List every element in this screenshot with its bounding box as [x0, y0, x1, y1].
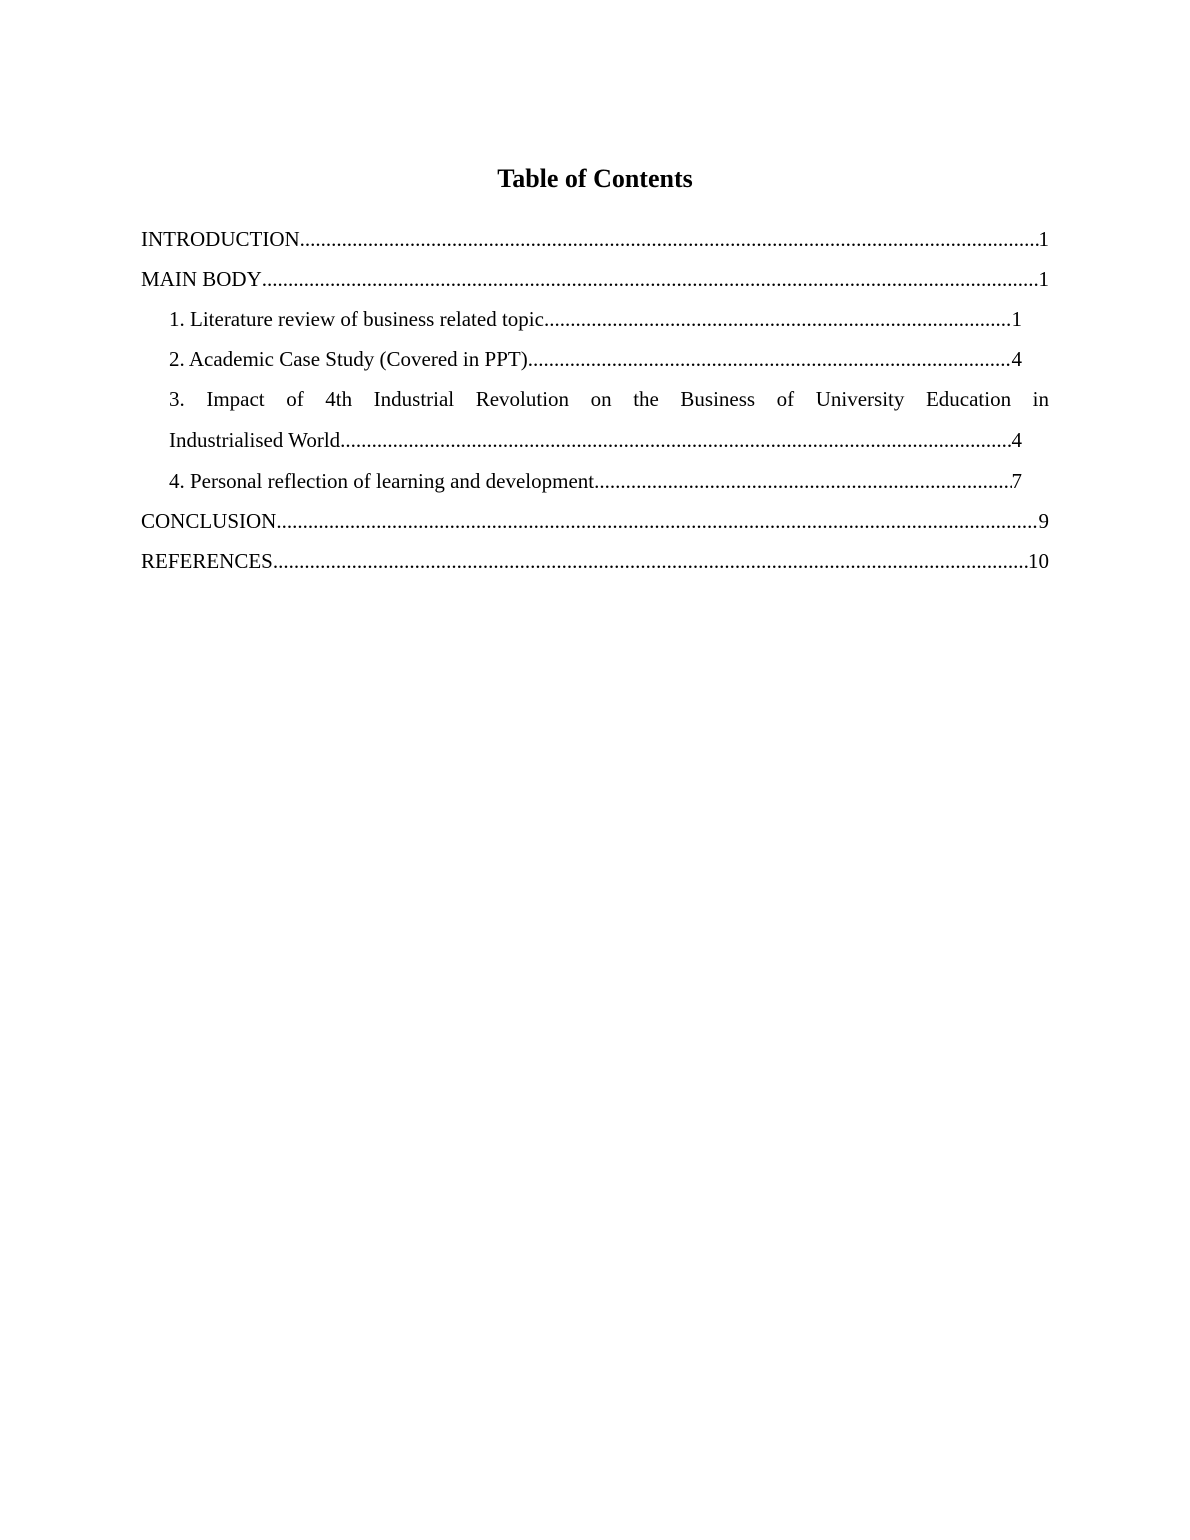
toc-entry-page: 9	[1038, 509, 1049, 533]
toc-entry-label-line2: Industrialised World	[169, 428, 341, 452]
dot-leader	[528, 339, 1012, 379]
toc-entry-label: 4. Personal reflection of learning and development	[169, 469, 595, 493]
toc-entry-conclusion[interactable]	[141, 501, 1049, 541]
toc-entry-page: 10	[1028, 549, 1049, 573]
toc-entry-literature-review[interactable]	[169, 299, 1022, 339]
toc-entry-introduction[interactable]	[141, 219, 1049, 259]
dot-leader	[273, 541, 1028, 581]
toc-list	[141, 219, 1049, 581]
toc-title: Table of Contents	[497, 164, 693, 193]
toc-entry-page: 1	[1011, 307, 1022, 331]
dot-leader	[594, 461, 1011, 501]
dot-leader	[544, 299, 1012, 339]
toc-entry-industrial-revolution[interactable]	[169, 379, 1049, 461]
toc-entry-page: 4	[1011, 347, 1022, 371]
toc-entry-label: REFERENCES	[141, 549, 273, 573]
toc-entry-label: MAIN BODY	[141, 267, 262, 291]
toc-entry-references[interactable]	[141, 541, 1049, 581]
toc-entry-label: 2. Academic Case Study (Covered in PPT)	[169, 347, 528, 371]
dot-leader	[340, 419, 1011, 461]
dot-leader	[276, 501, 1038, 541]
toc-entry-label: INTRODUCTION	[141, 227, 300, 251]
toc-entry-page: 1	[1038, 227, 1049, 251]
toc-entry-label: CONCLUSION	[141, 509, 277, 533]
toc-entry-personal-reflection[interactable]	[169, 461, 1022, 501]
dot-leader	[262, 259, 1039, 299]
toc-entry-label: 1. Literature review of business related topic	[169, 307, 544, 331]
toc-entry-case-study[interactable]	[169, 339, 1022, 379]
dot-leader	[300, 219, 1039, 259]
toc-entry-page: 1	[1038, 267, 1049, 291]
toc-entry-label-line1: 3. Impact of 4th Industrial Revolution on the Business of University Education in	[169, 387, 1049, 411]
toc-entry-main-body[interactable]	[141, 259, 1049, 299]
toc-entry-page: 4	[1011, 428, 1022, 452]
toc-entry-page: 7	[1011, 469, 1022, 493]
